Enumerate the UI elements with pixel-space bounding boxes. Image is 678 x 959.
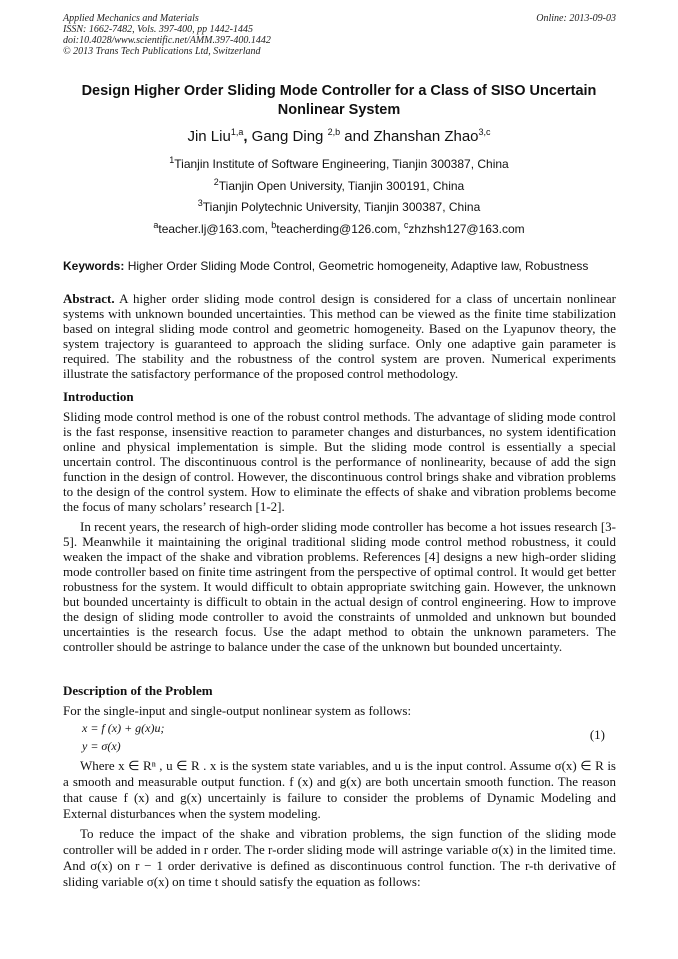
problem-paragraph-2: Where x ∈ Rⁿ , u ∈ R . x is the system state variables, and u is the input control. Assume σ(x) ∈ R is a smooth and measurable output function. f (x) and g(x) are both uncertain smooth function. The reason that cause f (x) and g(x) uncertainly is failure to consider the problems of Dynamic Modeling and External disturbances when the system modeling. — [63, 758, 616, 821]
keywords-label: Keywords: — [63, 259, 125, 273]
author-list: Jin Liu$^{1,a}$, Gang Ding $^{2,b}$ and Zhanshan Zhao$^{3,c}$ — [187, 127, 491, 145]
doi: doi:10.4028/www.scientific.net/AMM.397-400.1442 — [63, 35, 271, 46]
abstract — [63, 291, 616, 381]
section-heading-problem: Description of the Problem — [63, 683, 213, 698]
equation-line-1: x = f (x) + g(x)u; — [82, 721, 165, 735]
affiliation: $^3$Tianjin Polytechnic University, Tianjin 300387, China — [197, 198, 481, 214]
problem-paragraph-3: To reduce the impact of the shake and vibration problems, the sign function of the sliding mode controller will be added in r order. The r-order sliding mode will astringe variable σ(x) in the limited time. And σ(x) on r − 1 order derivative is defined as discontinuous control function. The r-th derivative of sliding variable σ(x) on time t should satisfy the equation as follows: — [63, 826, 616, 889]
author-sup: 2,b — [327, 127, 341, 137]
issn: ISSN: 1662-7482, Vols. 397-400, pp 1442-1445 — [63, 24, 253, 35]
problem-paragraph-1: For the single-input and single-output nonlinear system as follows: — [63, 703, 412, 718]
author-name: Zhanshan Zhao — [373, 128, 479, 145]
author-sup: 3,c — [478, 127, 491, 137]
intro-paragraph-2: In recent years, the research of high-order sliding mode controller has become a hot issues research [3-5]. Meanwhile it maintaining the original traditional sliding mode control method robustness, it could weaken the impact of the shake and vibration problems. References [4] designs a new high-order sliding mode controller based on finite time astringent from the perspective of optimal control. It would get better robustness for the system. It would difficult to obtain appropriate switching gain. However, the unknown but bounded uncertainty is difficult to obtain in the actual design of control engineering. How to improve the design of sliding mode controller to avoid the constraints of unmolded and unknown but bounded uncertainties is the research focus. Use the adapt method to obtain the unknown parameters. The controller should be astringe to balance under the case of the unknown but bounded uncertainty. — [63, 519, 616, 654]
affiliation: $^1$Tianjin Institute of Software Engineering, Tianjin 300387, China — [169, 155, 509, 171]
affiliation: $^2$Tianjin Open University, Tianjin 300191, China — [213, 177, 465, 193]
intro-paragraph-1: Sliding mode control method is one of the robust control methods. The advantage of sliding mode control is the fast response, insensitive reaction to parameter changes and disturbances, no system identification online and physical implementation is simple. But the sliding mode control is essentially a special uncertain control. The discontinuous control is the performance of nonlinearity, because of add the sign function in the design of control. However, the discontinuous control brings shake and vibration problems to the design of the control system. How to eliminate the effects of shake and vibration problems become the focus of many scholars’ research [1-2]. — [63, 409, 616, 514]
email-list: $^a$teacher.lj@163.com, $^b$teacherding@126.com, $^c$zhzhsh127@163.com — [153, 220, 525, 236]
author-name: Jin Liu — [187, 128, 231, 145]
abstract-text: A higher order sliding mode control design is considered for a class of uncertain nonlinear systems with unknown bounded uncertainties. This method can be viewed as the finite time stabilization based on integral sliding mode control and geometric homogeneity. Based on the Lyapunov theory, the system trajectory is guaranteed to approach the sliding surface. Only one adaptive gain parameter is required. The stability and the robustness of the control system are proven. Numerical experiments illustrate the satisfactory performance of the proposed control methodology. — [63, 291, 616, 381]
email: teacher.lj@163.com — [158, 222, 265, 236]
keywords — [63, 259, 623, 273]
section-heading-introduction: Introduction — [63, 389, 134, 404]
email: zhzhsh127@163.com — [408, 222, 525, 236]
online-date: Online: 2013-09-03 — [536, 13, 616, 24]
keywords-text: Higher Order Sliding Mode Control, Geometric homogeneity, Adaptive law, Robustness — [127, 259, 589, 273]
equation-number: (1) — [589, 727, 605, 742]
paper-title: Design Higher Order Sliding Mode Controller for a Class of SISO Uncertain Nonlinear System — [81, 83, 597, 118]
equation-line-2: y = σ(x) — [82, 739, 121, 753]
email: teacherding@126.com — [276, 222, 398, 236]
author-sup: 1,a — [230, 127, 244, 137]
copyright: © 2013 Trans Tech Publications Ltd, Switzerland — [63, 46, 261, 57]
journal-name: Applied Mechanics and Materials — [63, 13, 199, 24]
author-name: Gang Ding — [251, 128, 324, 145]
page-header — [63, 13, 616, 57]
abstract-label: Abstract. — [63, 291, 115, 306]
